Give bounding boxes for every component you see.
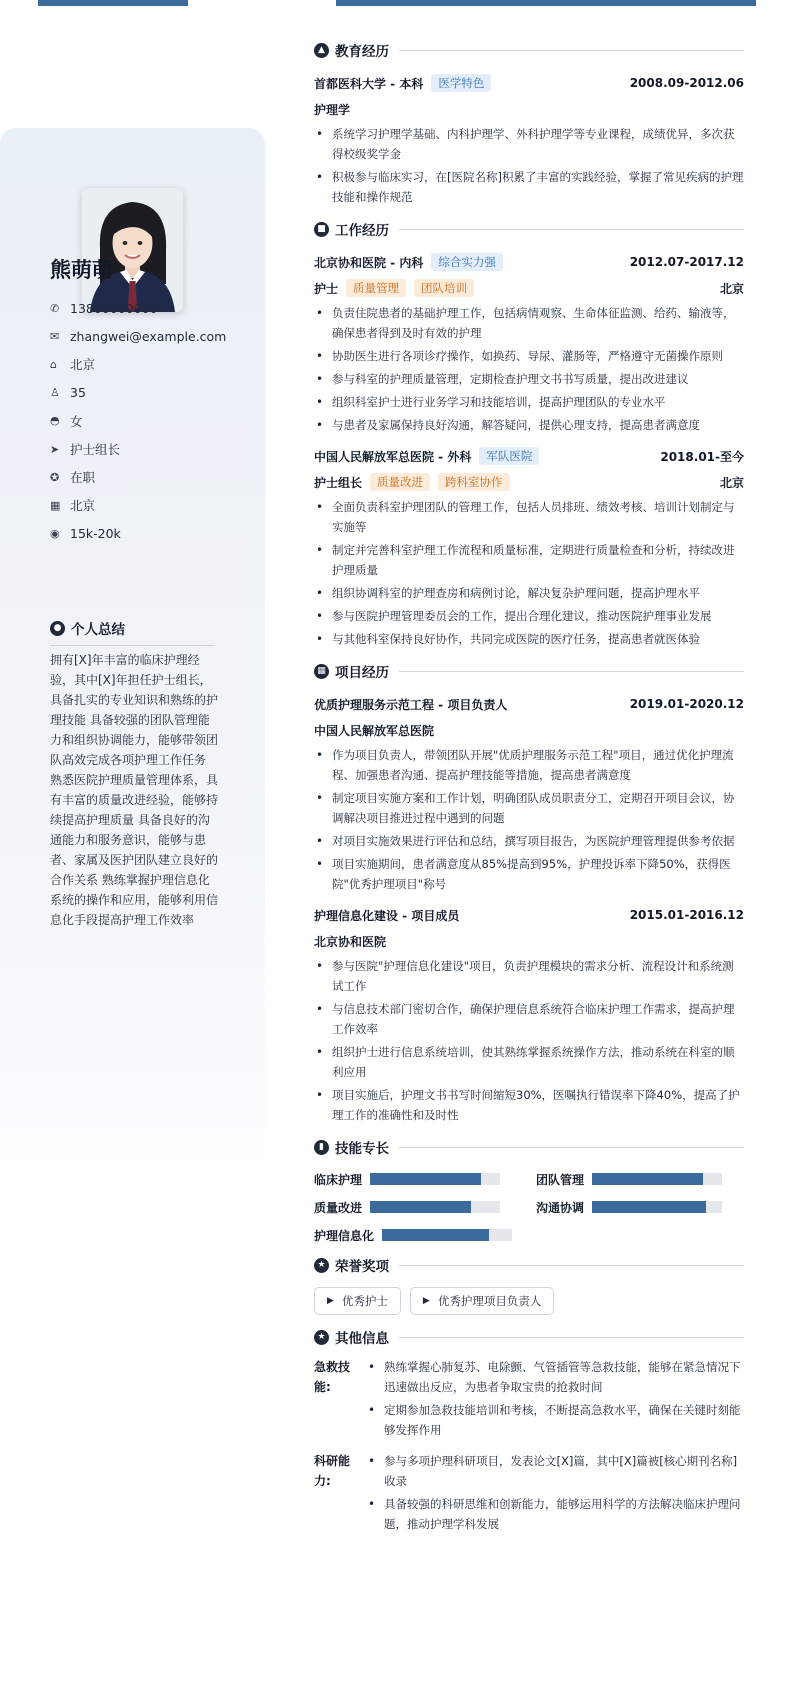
honor-chip [314,1287,401,1315]
list-item: • 负责住院患者的基础护理工作，包括病情观察、生命体征监测、给药、输液等，确保患者得到及时有效的护理 [314,303,744,343]
role-name: 护士组长 [314,475,363,490]
gender-value: 女 [70,413,83,429]
info-row-email [50,322,255,350]
skill-bar-fill [592,1201,706,1213]
list-item: • 项目实施后，护理文书书写时间缩短30%，医嘱执行错误率下降40%，提高了护理工作的准确性和及时性 [314,1085,744,1125]
list-item: • 组织护士进行信息系统培训，使其熟练掌握系统操作方法，推动系统在科室的顺利应用 [314,1042,744,1082]
divider [399,229,744,230]
home-icon: ⌂ [50,357,57,371]
top-accent-bar-left [38,0,188,6]
projects-title: 项目经历 [335,665,389,681]
info-row-salary [50,520,255,548]
list-item: • 参与科室的护理质量管理，定期检查护理文书书写质量，提出改进建议 [314,369,744,389]
list-item: • 积极参与临床实习，在[医院名称]积累了丰富的实践经验，掌握了常见疾病的护理技能和操作规范 [314,167,744,207]
summary-title: 个人总结 [71,622,125,638]
role-tag: 跨科室协作 [438,473,510,491]
list-item: • 与患者及家属保持良好沟通，解答疑问，提供心理支持，提高患者满意度 [314,415,744,435]
city-icon: ▦ [50,498,61,512]
info-row-city [50,491,255,519]
work-city: 北京 [719,281,744,296]
age-icon: ♙ [50,386,60,400]
salary-icon: ◉ [50,527,60,541]
list-item: • 组织科室护士进行业务学习和技能培训，提高护理团队的专业水平 [314,392,744,412]
major-name: 护理学 [314,102,351,117]
mail-icon: ✉ [50,329,60,343]
school-tag: 医学特色 [431,74,491,92]
work-entry [314,249,744,435]
work-date: 2012.07-2017.12 [629,255,744,269]
list-item: • 与信息技术部门密切合作，确保护理信息系统符合临床护理工作需求，提高护理工作效率 [314,999,744,1039]
education-date: 2008.09-2012.06 [629,76,744,90]
skill-name: 团队管理 [536,1172,585,1187]
project-bullets [314,956,744,1125]
list-item: • 全面负责科室护理团队的管理工作，包括人员排班、绩效考核、培训计划制定与实施等 [314,497,744,537]
skill-bar-fill [370,1201,471,1213]
info-row-home [50,350,255,378]
honors-title: 荣誉奖项 [335,1259,389,1275]
role-tag: 质量改进 [370,473,430,491]
list-item: • 定期参加急救技能培训和考核，不断提高急救水平，确保在关键时刻能够发挥作用 [366,1400,744,1440]
other-label: 科研能力: [314,1454,351,1488]
divider [399,1147,744,1148]
list-item: • 制定项目实施方案和工作计划，明确团队成员职责分工，定期召开项目会议，协调解决项目推进过程中遇到的问题 [314,788,744,828]
project-date: 2015.01-2016.12 [629,908,744,922]
info-row-age [50,379,255,407]
other-section [314,1325,744,1537]
project-date: 2019.01-2020.12 [629,697,744,711]
list-item: • 协助医生进行各项诊疗操作，如换药、导尿、灌肠等，严格遵守无菌操作原则 [314,346,744,366]
skill-name: 护理信息化 [314,1228,375,1243]
skill-bar [382,1229,512,1241]
school-name: 首都医科大学 - 本科 [314,76,424,91]
contact-info-list [50,294,255,548]
home-value: 北京 [70,357,96,373]
role-name: 护士 [314,281,339,296]
award-icon: ★ [314,1330,329,1345]
honor-label: 优秀护理项目负责人 [437,1294,542,1308]
project-org: 北京协和医院 [314,934,387,949]
summary-heading [50,618,215,646]
project-bullets [314,745,744,894]
email-value: zhangwei@example.com [70,328,227,344]
skills-heading [314,1135,744,1159]
role-tag: 质量管理 [346,279,406,297]
bar-chart-icon: ▮ [314,1140,329,1155]
skill-name: 沟通协调 [536,1200,585,1215]
org-tag: 综合实力强 [431,253,503,271]
skill-item [536,1171,736,1187]
skill-bar [370,1173,500,1185]
list-item: • 与其他科室保持良好协作，共同完成医院的医疗任务，提高患者就医体验 [314,629,744,649]
gender-icon: ◓ [50,414,60,428]
divider [399,1265,744,1266]
org-name: 北京协和医院 - 内科 [314,255,424,270]
work-bullets [314,303,744,435]
other-heading [314,1325,744,1349]
education-section [314,38,744,207]
honors-section [314,1253,744,1315]
phone-icon: ✆ [50,301,60,315]
award-icon: ★ [314,1258,329,1273]
education-entry [314,70,744,207]
other-item [314,1451,744,1537]
status-icon: ✪ [50,470,60,484]
user-icon: ● [50,621,65,636]
work-date: 2018.01-至今 [660,449,744,464]
honor-chip [410,1287,554,1315]
work-city: 北京 [719,475,744,490]
skill-item [314,1227,536,1243]
projects-section [314,659,744,1125]
projects-heading [314,659,744,683]
profile-name: 熊萌萌 [50,258,113,282]
info-row-gender [50,407,255,435]
skill-bar [592,1173,722,1185]
list-item: • 作为项目负责人，带领团队开展"优质护理服务示范工程"项目，通过优化护理流程、加强患者沟通、提高护理技能等措施，提高患者满意度 [314,745,744,785]
divider [399,671,744,672]
position-value: 护士组长 [70,442,121,458]
briefcase-icon: ■ [314,222,329,237]
list-item: • 参与多项护理科研项目，发表论文[X]篇，其中[X]篇被[核心期刊名称]收录 [366,1451,744,1491]
play-icon: ▶ [327,1296,334,1306]
project-org: 中国人民解放军总医院 [314,723,435,738]
work-title: 工作经历 [335,223,389,239]
divider [399,50,744,51]
send-icon: ➤ [50,442,60,456]
org-name: 中国人民解放军总医院 - 外科 [314,449,472,464]
work-heading [314,217,744,241]
list-item: • 制定并完善科室护理工作流程和质量标准，定期进行质量检查和分析，持续改进护理质量 [314,540,744,580]
org-tag: 军队医院 [479,447,539,465]
education-title: 教育经历 [335,44,389,60]
project-name: 护理信息化建设 - 项目成员 [314,908,460,923]
project-entry [314,902,744,1125]
skills-section [314,1135,744,1243]
skill-bar [370,1201,500,1213]
list-item: • 项目实施期间，患者满意度从85%提高到95%，护理投诉率下降50%，获得医院"优秀护理项目"称号 [314,854,744,894]
skill-bar [592,1201,722,1213]
project-name: 优质护理服务示范工程 - 项目负责人 [314,697,508,712]
other-title: 其他信息 [335,1331,389,1347]
list-item: • 参与医院"护理信息化建设"项目，负责护理模块的需求分析、流程设计和系统测试工作 [314,956,744,996]
work-bullets [314,497,744,649]
skills-grid [314,1171,744,1243]
list-item: • 参与医院护理管理委员会的工作，提出合理化建议，推动医院护理事业发展 [314,606,744,626]
skill-item [536,1199,736,1215]
status-value: 在职 [70,470,96,486]
honor-label: 优秀护士 [341,1294,388,1308]
honors-list [314,1287,744,1315]
education-bullets [314,124,744,207]
skill-bar-fill [592,1173,703,1185]
other-bullets [366,1451,744,1537]
list-item: • 对项目实施效果进行评估和总结，撰写项目报告，为医院护理管理提供参考依据 [314,831,744,851]
summary-text: 拥有[X]年丰富的临床护理经验，其中[X]年担任护士组长，具备扎实的专业知识和熟练的护理技能 具备较强的团队管理能力和组织协调能力，能够带领团队高效完成各项护理工作任务 熟悉医院护理质量管理体系，具有丰富的质量改进经验，能够持续提高护理质量 具备良好的沟通能力和服务意识，能够与患者、家属及医护团队建立良好的合作关系 熟练掌握护理信息化系统的操作和应用，能够利用信息化手段提高护理工作效率 [50,653,219,927]
role-tag: 团队培训 [414,279,474,297]
work-section [314,217,744,649]
main-content [314,38,744,1547]
grid-icon: ▦ [314,664,329,679]
list-item: • 具备较强的科研思维和创新能力，能够运用科学的方法解决临床护理问题，推动护理学科发展 [366,1494,744,1534]
other-item [314,1357,744,1443]
honors-heading [314,1253,744,1277]
skill-name: 质量改进 [314,1200,363,1215]
skill-bar-fill [370,1173,481,1185]
info-row-position [50,435,255,463]
work-entry [314,443,744,649]
phone-value: 13800000000 [70,300,158,316]
list-item: • 组织协调科室的护理查房和病例讨论，解决复杂护理问题，提高护理水平 [314,583,744,603]
project-entry [314,691,744,894]
divider [399,1337,744,1338]
skills-title: 技能专长 [335,1141,389,1157]
list-item: • 熟练掌握心肺复苏、电除颤、气管插管等急救技能，能够在紧急情况下迅速做出反应，为患者争取宝贵的抢救时间 [366,1357,744,1397]
skill-bar-fill [382,1229,489,1241]
age-value: 35 [70,385,86,401]
play-icon: ▶ [422,1296,430,1306]
skill-name: 临床护理 [314,1172,363,1187]
info-row-phone [50,294,255,322]
salary-value: 15k-20k [70,526,121,542]
info-row-status [50,463,255,491]
other-label: 急救技能: [314,1360,351,1394]
graduation-cap-icon: ▲ [314,43,329,58]
skill-item [314,1171,536,1187]
other-bullets [366,1357,744,1443]
list-item: • 系统学习护理学基础、内科护理学、外科护理学等专业课程，成绩优异，多次获得校级奖学金 [314,124,744,164]
city-value: 北京 [70,498,96,514]
skill-item [314,1199,536,1215]
top-accent-bar-right [336,0,756,6]
education-heading [314,38,744,62]
